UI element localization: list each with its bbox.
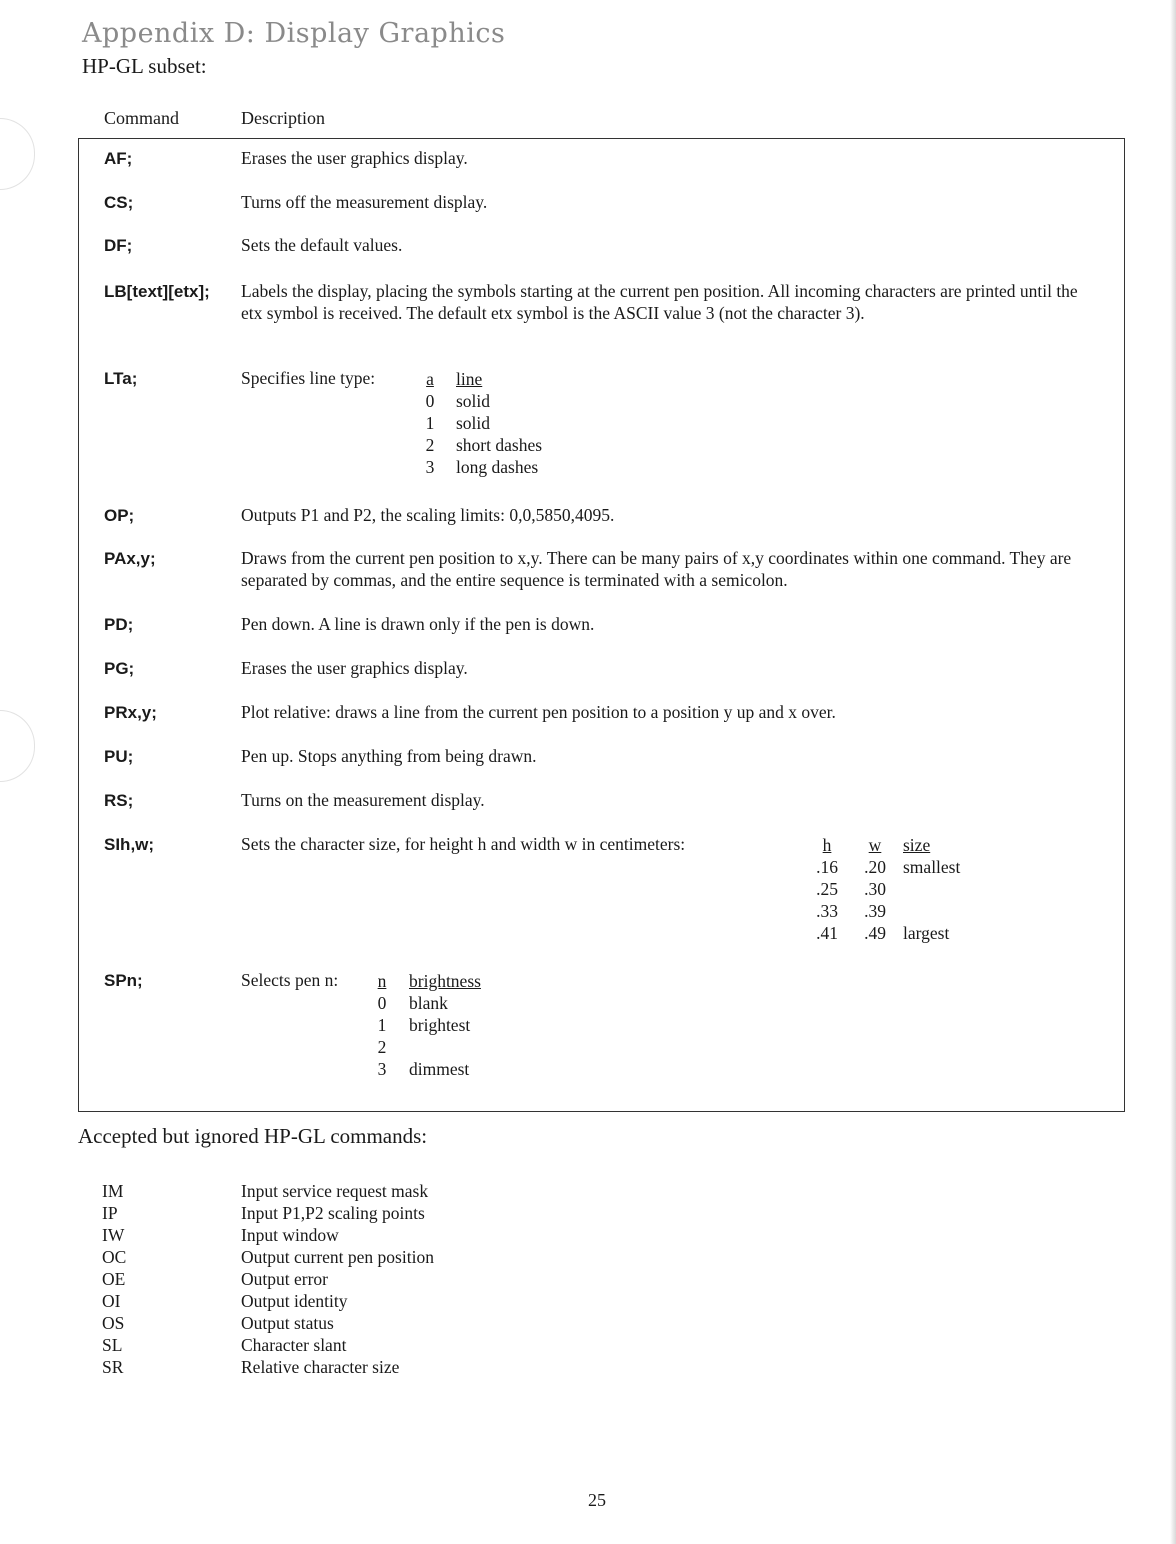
- command-description: Selects pen n:: [241, 970, 339, 990]
- line-type-name: solid: [456, 413, 491, 433]
- line-type-name: solid: [456, 391, 491, 411]
- ignored-description: Input window: [241, 1225, 339, 1245]
- line-type-code: 3: [425, 457, 435, 477]
- char-size-head-size: size: [903, 835, 931, 855]
- command-code: SIh,w;: [104, 835, 155, 854]
- command-description: Sets the character size, for height h and width w in centimeters:: [241, 834, 686, 854]
- char-width: .20: [864, 857, 886, 877]
- command-description: Labels the display, placing the symbols starting at the current pen position. All incoming characters are printed until the etx symbol is received. The default etx symbol is the ASCII value 3 (not the character 3).: [241, 281, 1078, 323]
- command-code: PG;: [104, 659, 135, 678]
- command-code: DF;: [104, 236, 133, 255]
- command-description: Erases the user graphics display.: [241, 148, 468, 168]
- char-width: .30: [864, 879, 886, 899]
- page-header: [82, 18, 505, 79]
- pen-number: 2: [377, 1037, 387, 1057]
- ignored-description: Output status: [241, 1313, 334, 1333]
- pen-head-brightness: brightness: [409, 971, 481, 991]
- pen-brightness: blank: [409, 993, 448, 1013]
- ignored-description: Output error: [241, 1269, 328, 1289]
- column-header-command: Command: [104, 108, 179, 128]
- line-type-code: 0: [425, 391, 435, 411]
- line-type-code: 2: [425, 435, 435, 455]
- line-type-name: short dashes: [456, 435, 543, 455]
- command-description: Specifies line type:: [241, 368, 376, 388]
- ignored-code: OE: [102, 1269, 126, 1289]
- column-header-description: Description: [241, 108, 325, 128]
- char-width: .39: [864, 901, 886, 921]
- line-type-code: 1: [425, 413, 435, 433]
- ignored-code: OS: [102, 1313, 125, 1333]
- ignored-description: Relative character size: [241, 1357, 400, 1377]
- ignored-description: Character slant: [241, 1335, 347, 1355]
- command-description: Draws from the current pen position to x,y. There can be many pairs of x,y coordinates within one command. They are separated by commas, and the entire sequence is terminated with a semicolon.: [241, 548, 1072, 590]
- command-code: LB[text][etx];: [104, 282, 210, 301]
- pen-head-n: n: [377, 971, 387, 991]
- line-type-head-a: a: [426, 369, 434, 389]
- char-size-label: smallest: [903, 857, 961, 877]
- ignored-code: OI: [102, 1291, 121, 1311]
- command-code: CS;: [104, 193, 134, 212]
- command-description: Sets the default values.: [241, 235, 403, 255]
- ignored-description: Output current pen position: [241, 1247, 434, 1267]
- ignored-code: SL: [102, 1335, 123, 1355]
- char-height: .25: [816, 879, 838, 899]
- page-edge: [1170, 0, 1176, 1544]
- ignored-code: IM: [102, 1181, 124, 1201]
- command-code: PD;: [104, 615, 134, 634]
- ignored-code: IW: [102, 1225, 125, 1245]
- command-description: Pen up. Stops anything from being drawn.: [241, 746, 537, 766]
- command-code: PU;: [104, 747, 134, 766]
- pen-brightness: dimmest: [409, 1059, 470, 1079]
- char-size-head-h: h: [822, 835, 832, 855]
- command-code: OP;: [104, 506, 135, 525]
- char-height: .41: [816, 923, 838, 943]
- punch-hole: [0, 118, 35, 190]
- ignored-code: IP: [102, 1203, 118, 1223]
- pen-number: 1: [377, 1015, 387, 1035]
- command-description: Outputs P1 and P2, the scaling limits: 0,0,5850,4095.: [241, 505, 615, 525]
- command-description: Pen down. A line is drawn only if the pen is down.: [241, 614, 595, 634]
- ignored-description: Input service request mask: [241, 1181, 429, 1201]
- char-size-label: largest: [903, 923, 950, 943]
- command-description: Erases the user graphics display.: [241, 658, 468, 678]
- line-type-name: long dashes: [456, 457, 539, 477]
- command-code: RS;: [104, 791, 134, 810]
- pen-number: 3: [377, 1059, 387, 1079]
- line-type-head-line: line: [456, 369, 483, 389]
- command-description: Plot relative: draws a line from the current pen position to a position y up and x over.: [241, 702, 836, 722]
- punch-hole: [0, 710, 35, 782]
- ignored-description: Input P1,P2 scaling points: [241, 1203, 425, 1223]
- ignored-description: Output identity: [241, 1291, 348, 1311]
- char-width: .49: [864, 923, 886, 943]
- command-description: Turns on the measurement display.: [241, 790, 485, 810]
- page-number: 25: [588, 1490, 606, 1510]
- command-code: LTa;: [104, 369, 138, 388]
- ignored-code: SR: [102, 1357, 124, 1377]
- command-code: SPn;: [104, 971, 143, 990]
- pen-brightness: brightest: [409, 1015, 471, 1035]
- ignored-commands-title: Accepted but ignored HP-GL commands:: [78, 1124, 428, 1148]
- command-code: AF;: [104, 149, 133, 168]
- char-height: .33: [816, 901, 838, 921]
- char-size-head-w: w: [868, 835, 882, 855]
- pen-number: 0: [377, 993, 387, 1013]
- command-code: PAx,y;: [104, 549, 156, 568]
- command-description: Turns off the measurement display.: [241, 192, 488, 212]
- command-code: PRx,y;: [104, 703, 157, 722]
- section-title: HP-GL subset:: [82, 54, 207, 78]
- char-height: .16: [816, 857, 838, 877]
- appendix-title: Appendix D: Display Graphics: [82, 18, 506, 49]
- ignored-code: OC: [102, 1247, 127, 1267]
